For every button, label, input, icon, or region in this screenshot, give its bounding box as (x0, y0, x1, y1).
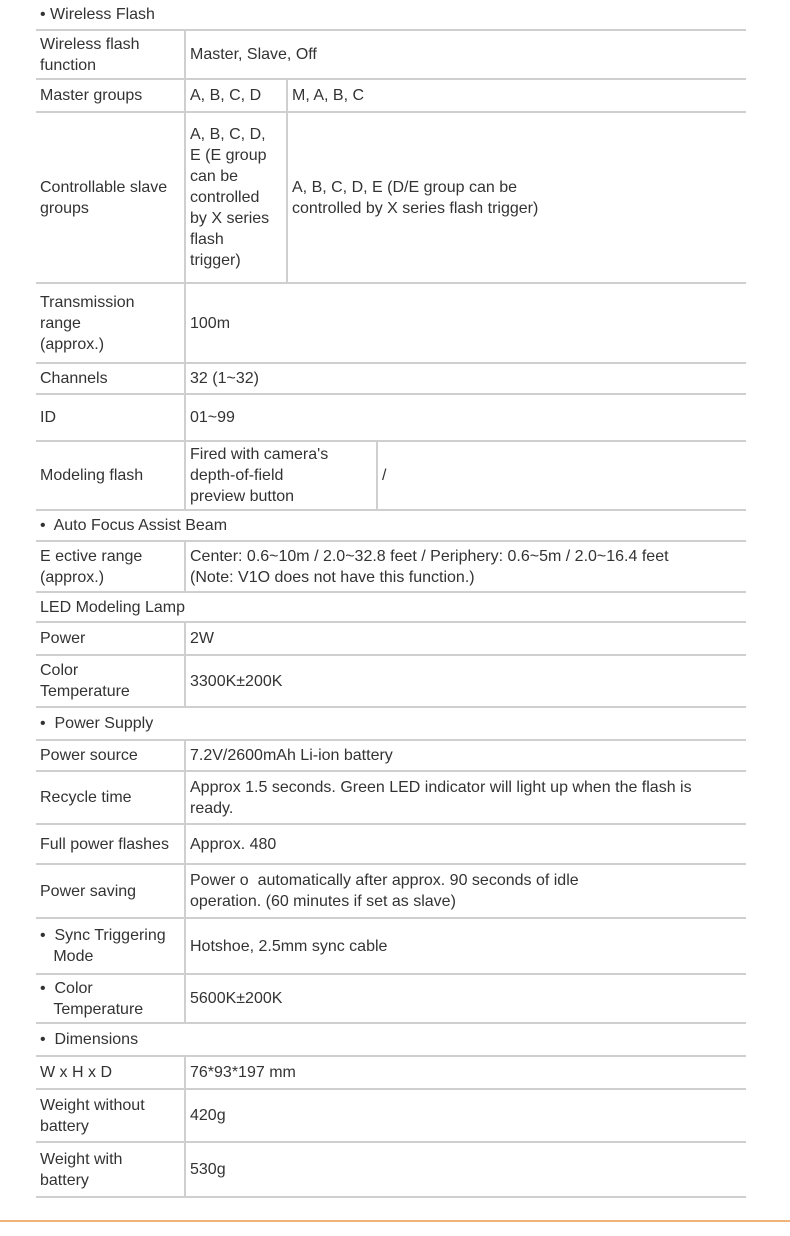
row-label: Controllable slave groups (40, 178, 168, 217)
section-title: • Power Supply (40, 715, 154, 732)
row-value: 100m (184, 284, 746, 362)
row-value: 530g (184, 1143, 746, 1196)
row-value: Center: 0.6~10m / 2.0~32.8 feet / Periphery: 0.6~5m / 2.0~16.4 feet (Note: V1O does not have this function.) (184, 542, 746, 591)
section-power-supply (36, 708, 746, 741)
section-wireless-flash (36, 0, 746, 31)
row-wireless-flash-function (36, 31, 746, 80)
row-label: ID (40, 409, 56, 426)
row-label: Weight without battery (40, 1096, 145, 1135)
row-weight-with-battery (36, 1143, 746, 1198)
row-value-a: Fired with camera's depth-of-field preview button (184, 442, 376, 509)
row-effective-range (36, 542, 746, 593)
row-label: Transmission range (approx.) (40, 293, 135, 353)
row-label: Weight with battery (40, 1150, 123, 1189)
row-value: Hotshoe, 2.5mm sync cable (184, 919, 746, 973)
row-label: Master groups (40, 87, 143, 104)
row-label: W x H x D (40, 1064, 112, 1081)
row-channels (36, 364, 746, 395)
row-power-source (36, 741, 746, 772)
row-value: 01~99 (184, 395, 746, 440)
section-title: LED Modeling Lamp (40, 598, 185, 616)
row-recycle-time (36, 772, 746, 825)
row-value-a: A, B, C, D, E (E group can be controlled by X series flash trigger) (184, 113, 286, 282)
section-title: • Wireless Flash (40, 6, 155, 23)
row-value: 7.2V/2600mAh Li-ion battery (184, 741, 746, 770)
row-id (36, 395, 746, 442)
row-label: • Color Temperature (40, 979, 144, 1018)
row-full-power-flashes (36, 825, 746, 865)
row-value: Master, Slave, Off (184, 31, 746, 78)
row-label: Channels (40, 370, 108, 387)
row-label: Power source (40, 747, 138, 764)
row-whd (36, 1057, 746, 1090)
row-value-b: / (376, 442, 746, 509)
row-value: 2W (184, 623, 746, 654)
row-value: Approx. 480 (184, 825, 746, 863)
row-label: Full power flashes (40, 835, 169, 853)
row-label: Power saving (40, 882, 137, 900)
row-master-groups (36, 80, 746, 113)
row-value-b: A, B, C, D, E (D/E group can be controlled by X series flash trigger) (286, 113, 746, 282)
row-label: Color Temperature (40, 662, 130, 700)
row-value: 420g (184, 1090, 746, 1141)
row-value-b: M, A, B, C (286, 80, 746, 111)
row-label: Wireless flash function (40, 35, 140, 74)
row-label: • Sync Triggering Mode (40, 927, 166, 965)
row-label: E ective range (approx.) (40, 547, 143, 586)
row-modeling-flash (36, 442, 746, 511)
row-value: 76*93*197 mm (184, 1057, 746, 1088)
section-led-modeling-lamp (36, 593, 746, 623)
row-power-saving (36, 865, 746, 919)
section-title: • Dimensions (40, 1031, 139, 1048)
row-led-color-temperature (36, 656, 746, 708)
row-controllable-slave-groups (36, 113, 746, 284)
row-label: Power (40, 630, 86, 647)
row-label: Modeling flash (40, 467, 144, 484)
row-label: Recycle time (40, 789, 132, 806)
section-dimensions (36, 1024, 746, 1057)
row-value: Approx 1.5 seconds. Green LED indicator will light up when the flash is ready. (184, 772, 746, 823)
row-sync-triggering-mode (36, 919, 746, 975)
row-value: 5600K±200K (184, 975, 746, 1022)
footer-divider (0, 1220, 790, 1222)
row-value: 3300K±200K (184, 656, 746, 706)
row-color-temperature (36, 975, 746, 1024)
section-af-assist-beam (36, 511, 746, 542)
section-title: • Auto Focus Assist Beam (40, 517, 228, 534)
row-value: 32 (1~32) (184, 364, 746, 393)
row-transmission-range (36, 284, 746, 364)
row-value: Power o automatically after approx. 90 seconds of idle operation. (60 minutes if set as slave) (184, 865, 746, 917)
row-weight-without-battery (36, 1090, 746, 1143)
row-value-a: A, B, C, D (184, 80, 286, 111)
row-led-power (36, 623, 746, 656)
